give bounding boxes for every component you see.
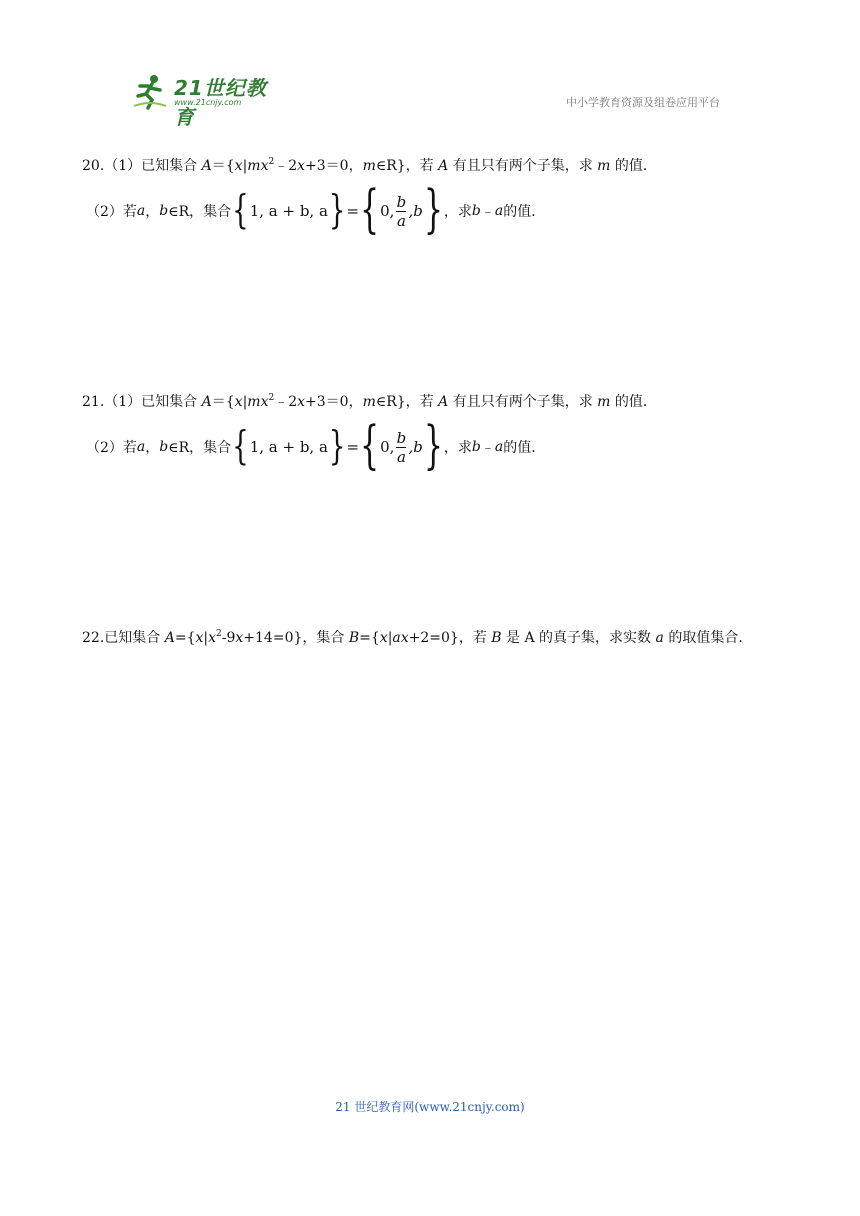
exponent: 2: [268, 393, 275, 403]
text: （1）已知集合: [104, 158, 202, 174]
var-a: a: [136, 203, 146, 219]
text: ﹣: [480, 440, 495, 456]
text: -9: [221, 630, 236, 646]
var-x: x: [297, 158, 306, 174]
var-ax: ax: [392, 630, 409, 646]
question-21-part-2: [86, 416, 546, 476]
right-brace: }: [328, 424, 346, 470]
text: |: [387, 630, 393, 646]
text: ＝{: [211, 394, 235, 410]
text: +14=0}，集合: [243, 630, 349, 646]
var-A: A: [201, 394, 212, 410]
var-B: B: [348, 630, 360, 646]
var-x: x: [234, 158, 243, 174]
text: ，求: [443, 204, 472, 220]
var-mx: mx: [247, 158, 269, 174]
var-b: b: [471, 203, 481, 219]
text: （1）已知集合: [104, 394, 202, 410]
var-b: b: [159, 203, 169, 219]
var-A: A: [438, 158, 449, 174]
logo-url: www.21cnjy.com: [174, 98, 242, 107]
left-brace: {: [232, 188, 249, 234]
var-a: a: [494, 203, 504, 219]
question-number: 20.: [82, 158, 105, 174]
set-right-end: ,b: [408, 202, 423, 220]
var-x: x: [195, 630, 204, 646]
text: ﹣2: [274, 394, 298, 410]
text: ，求: [443, 440, 472, 456]
text: +2=0}，若: [408, 630, 492, 646]
left-brace: {: [360, 416, 380, 476]
right-brace: }: [423, 416, 443, 476]
text: 的值．: [610, 394, 657, 410]
text: ，: [145, 440, 160, 456]
question-20-part-2: [86, 180, 546, 240]
equals-sign: =: [346, 438, 360, 456]
text: ={: [359, 630, 380, 646]
equals-sign: =: [346, 202, 360, 220]
text: ，: [145, 204, 160, 220]
var-A: A: [201, 158, 212, 174]
var-m: m: [362, 158, 376, 174]
right-brace: }: [328, 188, 346, 234]
footer-link[interactable]: 21 世纪教育网(www.21cnjy.com): [335, 1100, 525, 1114]
var-x: x: [297, 394, 306, 410]
var-A: A: [438, 394, 449, 410]
var-A: A: [164, 630, 175, 646]
var-x: x: [379, 630, 388, 646]
left-brace: {: [232, 424, 249, 470]
text: ∈R，集合: [168, 204, 232, 220]
header-tagline: 中小学教育资源及组卷应用平台: [566, 96, 720, 109]
set-right-zero: 0,: [380, 202, 395, 220]
exponent: 2: [268, 157, 275, 167]
var-B: B: [491, 630, 502, 646]
text: |: [242, 394, 248, 410]
text: ﹣: [480, 204, 495, 220]
text: ＝{: [211, 158, 235, 174]
question-number: 22.: [82, 630, 105, 646]
text: 的值．: [503, 440, 546, 456]
text: 的取值集合．: [663, 630, 753, 646]
var-a: a: [494, 439, 504, 455]
set-right-end: ,b: [408, 438, 423, 456]
text: |: [203, 630, 209, 646]
set-left-content: 1, a + b, a: [249, 438, 328, 456]
text: +3＝0，: [305, 394, 363, 410]
denominator: a: [396, 447, 406, 466]
set-left-content: 1, a + b, a: [249, 202, 328, 220]
logo-text: 21世纪教育: [174, 76, 267, 129]
text: （2）若: [86, 440, 137, 456]
var-b: b: [159, 439, 169, 455]
text: ={: [174, 630, 196, 646]
text: ∈R}，若: [375, 394, 439, 410]
text: （2）若: [86, 204, 137, 220]
question-20-part-1: [82, 152, 657, 176]
denominator: a: [396, 211, 406, 230]
var-x: x: [234, 394, 243, 410]
text: ∈R，集合: [168, 440, 232, 456]
var-a: a: [136, 439, 146, 455]
question-21-part-1: [82, 388, 657, 412]
question-22: [82, 624, 752, 648]
text: |: [242, 158, 248, 174]
text: ﹣2: [274, 158, 298, 174]
text: +3＝0，: [305, 158, 363, 174]
text: 已知集合: [104, 630, 165, 646]
var-m: m: [597, 158, 611, 174]
set-right-zero: 0,: [380, 438, 395, 456]
numerator: b: [396, 428, 407, 447]
text: ∈R}，若: [375, 158, 439, 174]
var-m: m: [597, 394, 611, 410]
runner-icon: [130, 72, 170, 112]
fraction-b-over-a: [396, 429, 406, 466]
var-mx: mx: [247, 394, 269, 410]
var-m: m: [362, 394, 376, 410]
numerator: b: [396, 192, 407, 211]
right-brace: }: [423, 180, 443, 240]
site-logo: [130, 70, 280, 129]
var-a: a: [655, 630, 664, 646]
fraction-b-over-a: [396, 193, 406, 230]
text: 的值．: [610, 158, 657, 174]
text: 有且只有两个子集，求: [448, 158, 598, 174]
var-b: b: [471, 439, 481, 455]
text: 有且只有两个子集，求: [448, 394, 598, 410]
text: 是 A 的真子集，求实数: [501, 630, 656, 646]
var-x: x: [235, 630, 244, 646]
left-brace: {: [360, 180, 380, 240]
question-number: 21.: [82, 394, 105, 410]
var-x: x: [208, 630, 217, 646]
exponent: 2: [216, 629, 222, 639]
text: 的值．: [503, 204, 546, 220]
